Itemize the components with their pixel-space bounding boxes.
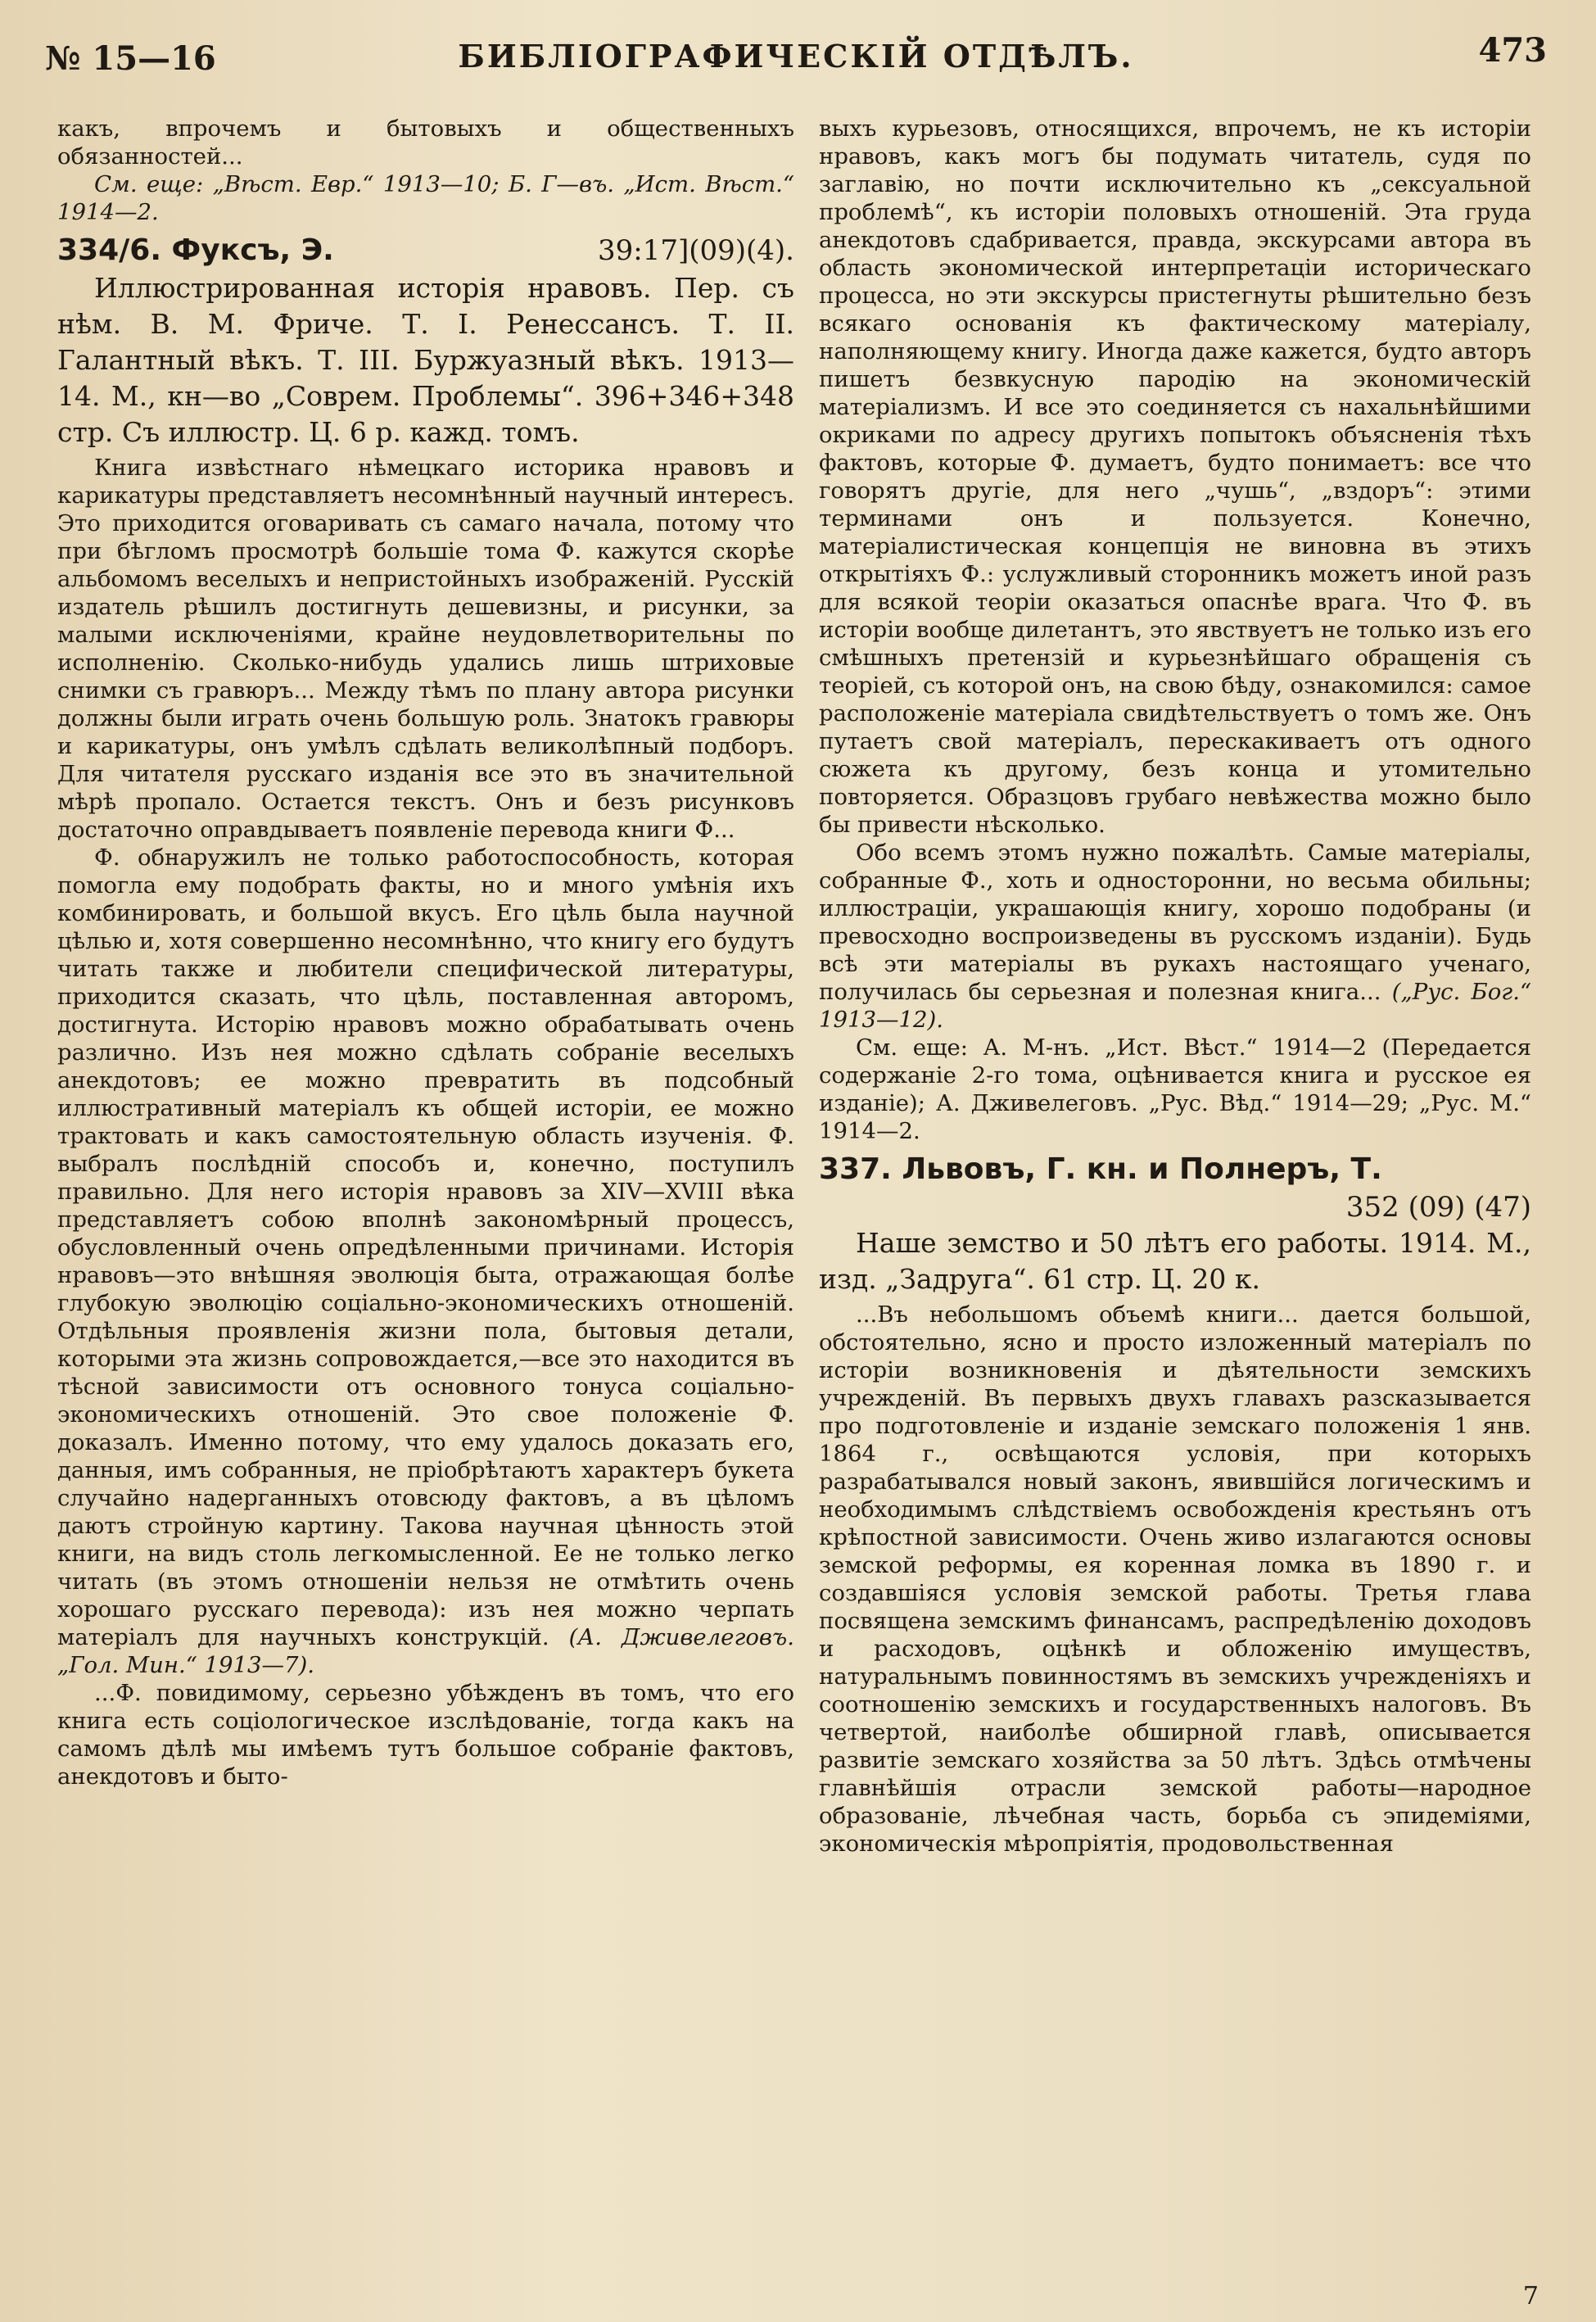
right-column <box>819 115 1531 2273</box>
entry-bibliography: Наше земство и 50 лѣтъ его работы. 1914. М., изд. „Задруга“. 61 стр. Ц. 20 к. <box>819 1227 1531 1295</box>
citation: („Рус. Бог.“ 1913—12). <box>819 979 1531 1033</box>
paragraph: ...Ф. повидимому, серьезно убѣжденъ въ томъ, что его книга есть соціологическое изслѣдованіе, тогда какъ на самомъ дѣлѣ мы имѣемъ тутъ большое собраніе фактовъ, анекдотовъ и быто- <box>57 1680 794 1790</box>
entry-heading-337 <box>819 1150 1531 1189</box>
paragraph: Книга извѣстнаго нѣмецкаго историка нравовъ и карикатуры представляетъ несомнѣнный научный интересъ. Это приходится оговаривать съ самаго начала, потому что при бѣгломъ просмотрѣ большіе тома Ф. кажутся скорѣе альбомомъ веселыхъ и непристойныхъ изображеній. Русскій издатель рѣшилъ достигнуть дешевизны, и рисунки, за малыми исключеніями, крайне неудовлетворительны по исполненію. Сколько-нибудь удались лишь штриховые снимки съ гравюръ... Между тѣмъ по плану автора рисунки должны были играть очень большую роль. Знатокъ гравюры и карикатуры, онъ умѣлъ сдѣлать великолѣпный подборъ. Для читателя русскаго изданія все это въ значительной мѣрѣ пропало. Остается текстъ. Онъ и безъ рисунковъ достаточно оправдываетъ появленіе перевода книги Ф... <box>57 455 794 843</box>
entry-bibliography: Иллюстрированная исторія нравовъ. Пер. съ нѣм. В. М. Фриче. Т. I. Ренессансъ. Т. II. Галантный вѣкъ. Т. III. Буржуазный вѣкъ. 1913—14. М., кн—во „Соврем. Проблемы“. 396+346+348 стр. Съ иллюстр. Ц. 6 р. кажд. томъ. <box>57 272 794 448</box>
see-also: См. еще: А. М-нъ. „Ист. Вѣст.“ 1914—2 (Передается содержаніе 2-го тома, оцѣнивается книга и русское ея изданіе); А. Дживелеговъ. „Рус. Вѣд.“ 1914—29; „Рус. М.“ 1914—2. <box>819 1034 1531 1144</box>
entry-id: 337. Львовъ, Г. кн. и Полнеръ, Т. <box>819 1152 1382 1186</box>
paragraph: ...Въ небольшомъ объемѣ книги... дается большой, обстоятельно, ясно и просто изложенный матеріалъ по исторіи возникновенія и дѣятельности земскихъ учрежденій. Въ первыхъ двухъ главахъ разсказывается про подготовленіе и изданіе земскаго положенія 1 янв. 1864 г., освѣщаются условія, при которыхъ разрабатывался новый законъ, явившійся логическимъ и необходимымъ слѣдствіемъ освобожденія крестьянъ отъ крѣпостной зависимости. Очень живо излагаются основы земской реформы, ея коренная ломка въ 1890 г. и создавшіяся условія земской работы. Третья глава посвящена земскимъ финансамъ, распредѣленію доходовъ и расходовъ, оцѣнкѣ и обложенію имуществъ, натуральнымъ повинностямъ въ земскихъ учрежденіяхъ и соотношенію земскихъ и государственныхъ налоговъ. Въ четвертой, наиболѣе обширной главѣ, описывается развитіе земскаго хозяйства за 50 лѣтъ. Здѣсь отмѣчены главнѣйшія отрасли земской работы—народное образованіе, лѣчебная часть, борьба съ эпидеміями, экономическія мѣропріятія, продовольственная <box>819 1301 1531 1857</box>
citation: (А. Дживелеговъ. „Гол. Мин.“ 1913—7). <box>57 1624 794 1678</box>
page-number: 473 <box>1478 31 1547 70</box>
entry-heading-334 <box>57 231 794 270</box>
entry-classification: 39:17](09)(4). <box>597 234 794 267</box>
see-also: См. еще: „Вѣст. Евр.“ 1913—10; Б. Г—въ. „Ист. Вѣст.“ 1914—2. <box>57 171 794 225</box>
signature-mark: 7 <box>1522 2282 1539 2311</box>
issue-number: № 15—16 <box>45 39 216 78</box>
paragraph: выхъ курьезовъ, относящихся, впрочемъ, не къ исторіи нравовъ, какъ могъ бы подумать читатель, судя по заглавію, но почти исключительно къ „сексуальной проблемѣ“, къ исторіи половыхъ отношеній. Эта груда анекдотовъ сдабривается, правда, экскурсами автора въ область экономической интерпретаціи историческаго процесса, но эти экскурсы пристегнуты рѣшительно безъ всякаго основанія къ фактическому матеріалу, наполняющему книгу. Иногда даже кажется, будто авторъ пишетъ безвкусную пародію на экономическій матеріализмъ. И все это соединяется съ нахальнѣйшими окриками по адресу другихъ попытокъ объясненія тѣхъ фактовъ, которые Ф. думаетъ, будто понимаетъ: все что говорятъ другіе, для него „чушь“, „вздоръ“: этими терминами онъ и пользуется. Конечно, матеріалистическая концепція не виновна въ этихъ открытіяхъ Ф.: услужливый сторонникъ можетъ иной разъ для всякой теоріи оказаться опаснѣе врага. Что Ф. въ исторіи вообще дилетантъ, это явствуетъ не только изъ его смѣшныхъ претензій и курьезнѣйшаго обращенія съ теоріей, съ которой онъ, на свою бѣду, ознакомился: самое расположеніе матеріала свидѣтельствуетъ о томъ же. Онъ путаетъ свой матеріалъ, перескакиваетъ отъ одного сюжета къ другому, безъ конца и утомительно повторяется. Образцовъ грубаго невѣжества можно было бы привести нѣсколько. <box>819 115 1531 838</box>
paragraph: Ф. обнаружилъ не только работоспособность, которая помогла ему подобрать факты, но и много умѣнія ихъ комбинировать, и большой вкусъ. Его цѣль была научной цѣлью и, хотя совершенно несомнѣнно, что книгу его будутъ читать также и любители специфической литературы, приходится сказать, что цѣль, поставленная авторомъ, достигнута. Исторію нравовъ можно обрабатывать очень различно. Изъ нея можно сдѣлать собраніе веселыхъ анекдотовъ; ее можно превратить въ подсобный иллюстративный матеріалъ къ общей исторіи, ее можно трактовать и какъ самостоятельную область изученія. Ф. выбралъ послѣдній способъ и, конечно, поступилъ правильно. Для него исторія нравовъ за XIV—XVIII вѣка представляетъ собою вполнѣ закономѣрный процессъ, обусловленный очень опредѣленными причинами. Исторія нравовъ—это внѣшняя эволюція быта, отражающая болѣе глубокую эволюцію соціально-экономическихъ отношеній. Отдѣльныя проявленія жизни пола, бытовыя детали, которыми эта жизнь сопровождается,—все это находится въ тѣсной зависимости отъ основного тонуса соціально-экономическихъ отношеній. Это свое положеніе Ф. доказалъ. Именно потому, что ему удалось доказать его, данныя, имъ собранныя, не пріобрѣтаютъ характеръ букета случайно надерганныхъ отовсюду фактовъ, а въ цѣломъ даютъ стройную картину. Такова научная цѣнность этой книги, на видъ столь легкомысленной. Ее не только легко читать (въ этомъ отношеніи нельзя не отмѣтить очень хорошаго русскаго перевода): изъ нея можно черпать матеріалъ для научныхъ конструкцій. (А. Дживелеговъ. „Гол. Мин.“ 1913—7). <box>57 844 794 1678</box>
section-title: БИБЛІОГРАФИЧЕСКІЙ ОТДѢЛЪ. <box>458 38 1134 75</box>
entry-id: 334/6. Фуксъ, Э. <box>57 233 334 267</box>
paragraph: Обо всемъ этомъ нужно пожалѣть. Самые матеріалы, собранные Ф., хоть и односторонни, но весьма обильны; иллюстраціи, украшающія книгу, хорошо подобраны (и превосходно воспроизведены въ русскомъ изданіи). Будь всѣ эти матеріалы въ рукахъ настоящаго ученаго, получилась бы серьезная и полезная книга... („Рус. Бог.“ 1913—12). <box>819 840 1531 1033</box>
left-column <box>57 115 794 2273</box>
page-header <box>45 31 1547 80</box>
paragraph: какъ, впрочемъ и бытовыхъ и общественныхъ обязанностей... <box>57 115 794 170</box>
entry-classification: 352 (09) (47) <box>1345 1191 1531 1224</box>
